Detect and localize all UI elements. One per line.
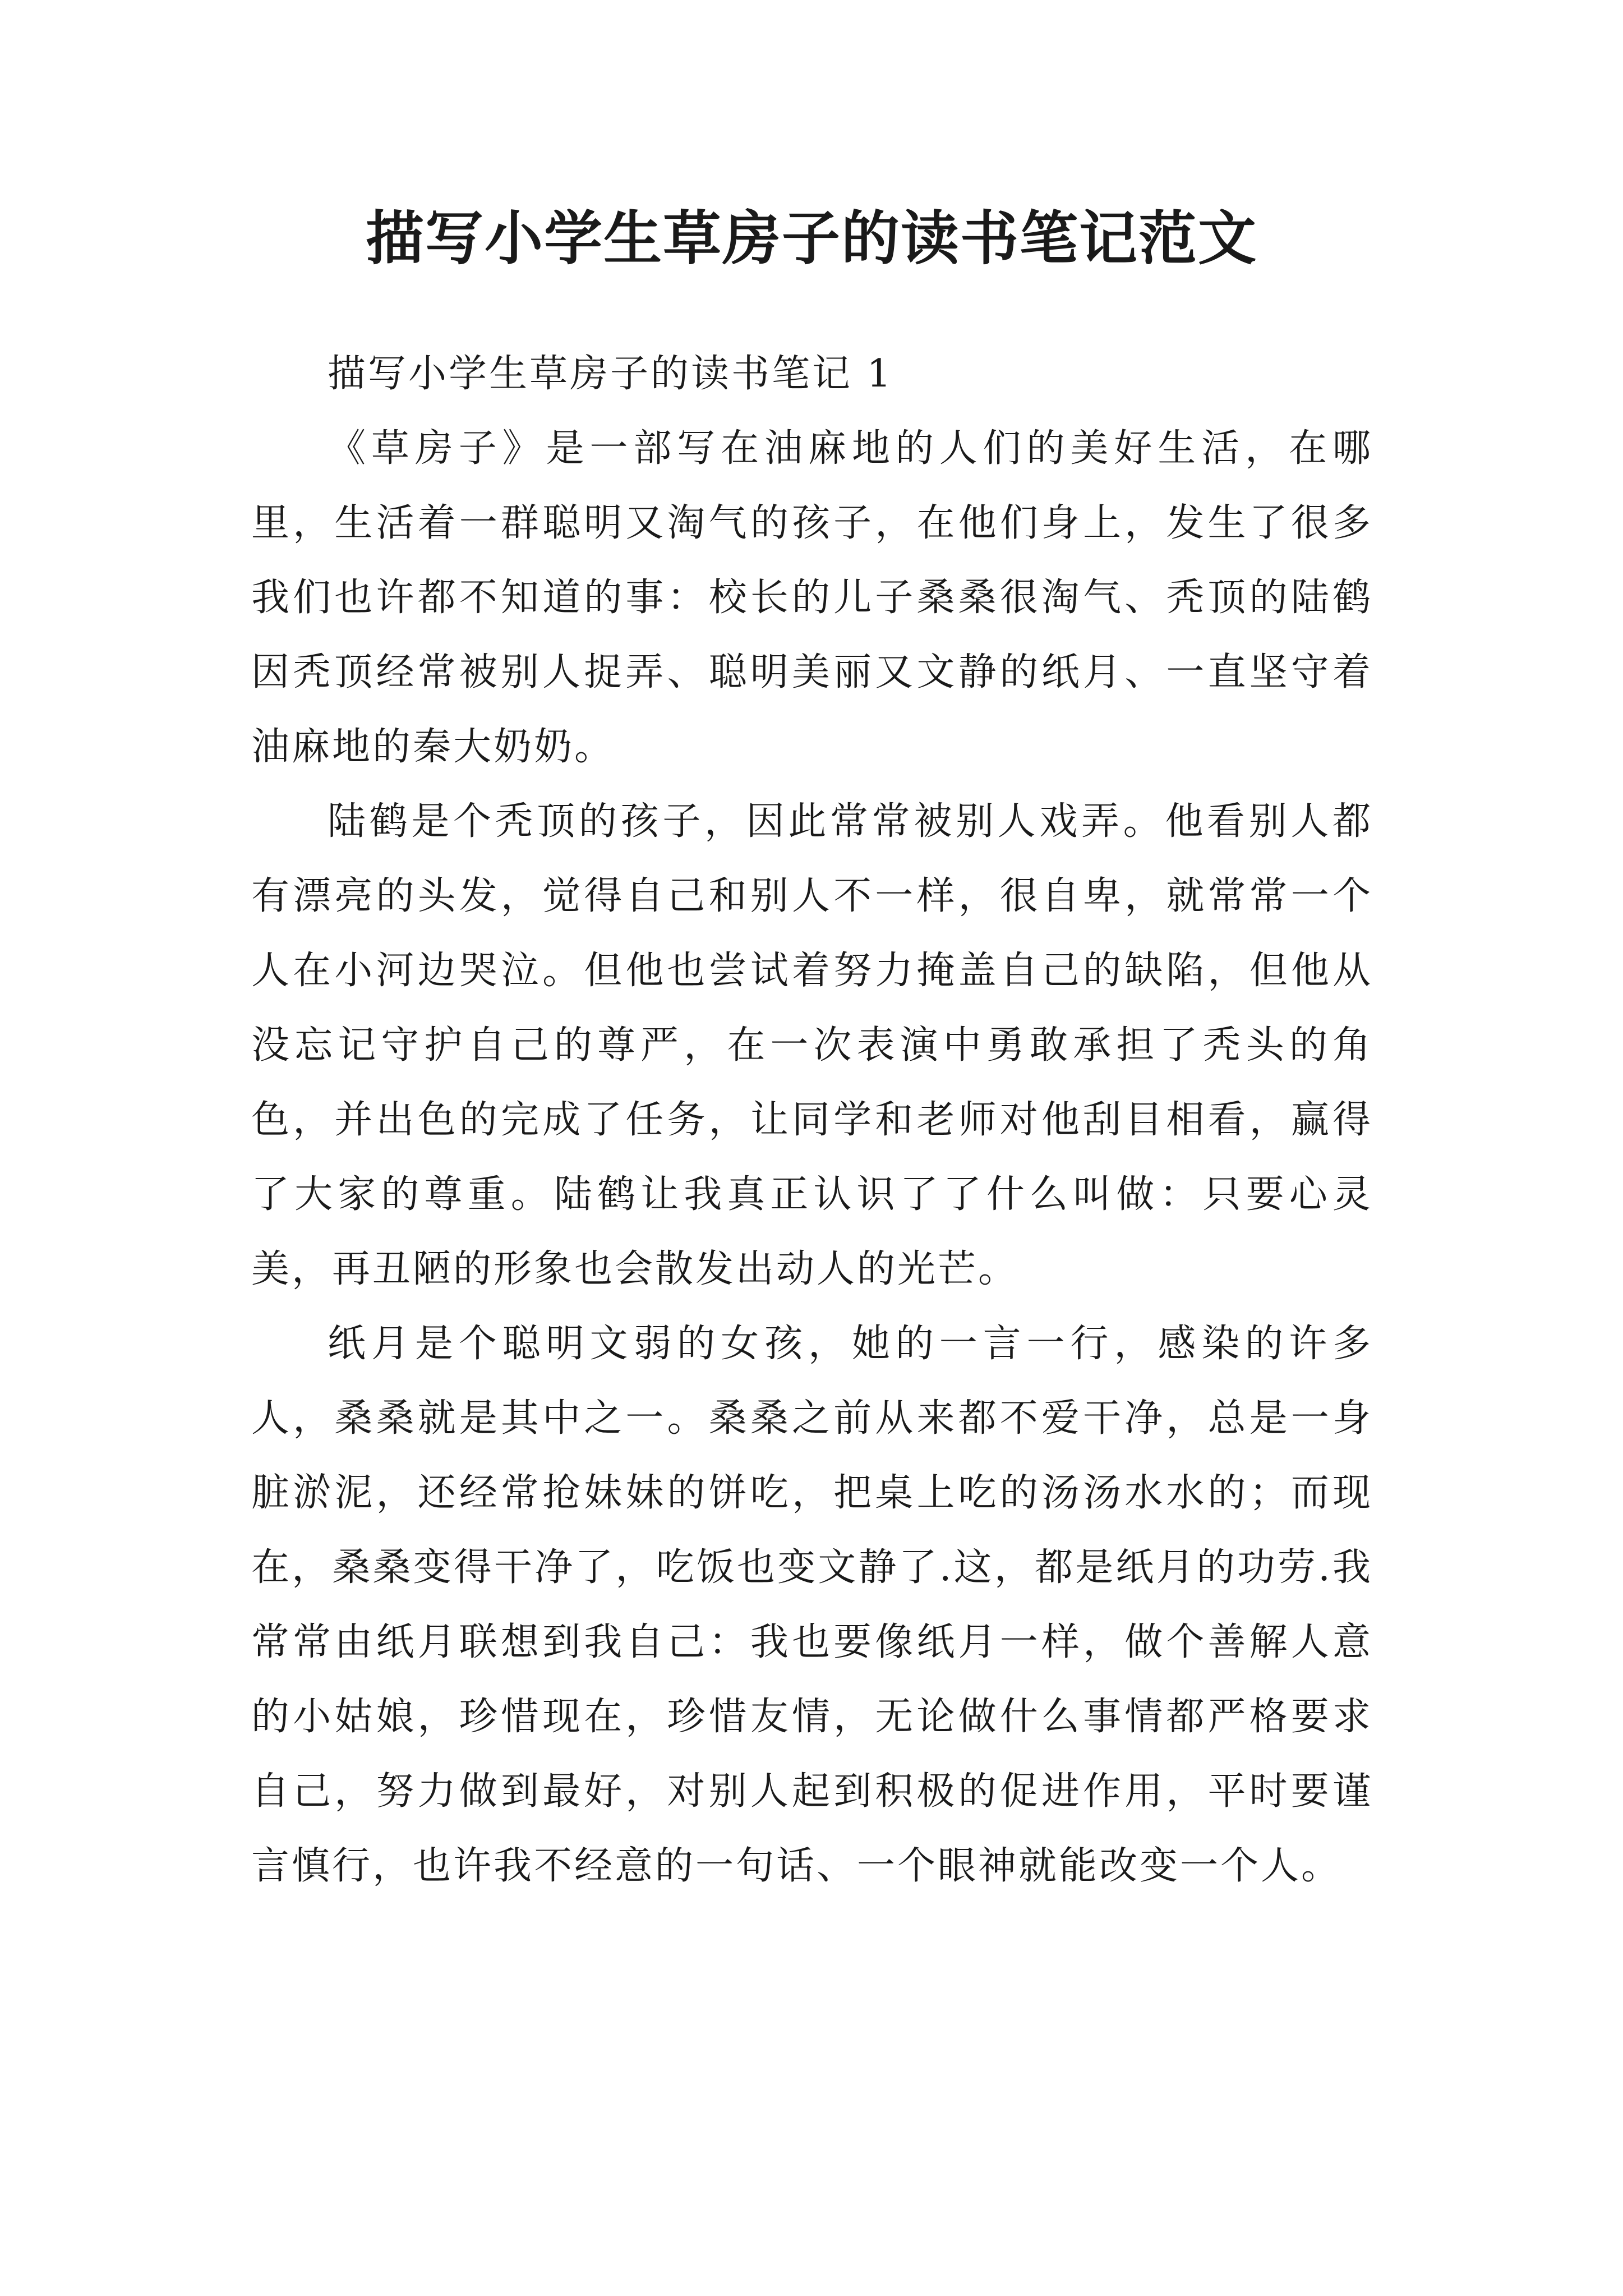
- section-heading: 描写小学生草房子的读书笔记 1: [328, 352, 893, 396]
- paragraph: 陆鹤是个秃顶的孩子，因此常常被别人戏弄。他看别人都有漂亮的头发，觉得自己和别人不一样，很自卑，就常常一个人在小河边哭泣。但他也尝试着努力掩盖自己的缺陷，但他从没忘记守护自己的尊严，在一次表演中勇敢承担了秃头的角色，并出色的完成了任务，让同学和老师对他刮目相看，赢得了大家的尊重。陆鹤让我真正认识了了什么叫做：只要心灵美，再丑陋的形象也会散发出动人的光芒。: [251, 799, 1373, 1291]
- document-body: [251, 337, 1373, 1903]
- paragraph: 《草房子》是一部写在油麻地的人们的美好生活，在哪里，生活着一群聪明又淘气的孩子，在他们身上，发生了很多我们也许都不知道的事：校长的儿子桑桑很淘气、秃顶的陆鹤因秃顶经常被别人捉弄、聪明美丽又文静的纸月、一直坚守着油麻地的秦大奶奶。: [251, 426, 1373, 769]
- document-title: 描写小学生草房子的读书笔记范文: [365, 204, 1257, 273]
- paragraph: 纸月是个聪明文弱的女孩，她的一言一行，感染的许多人，桑桑就是其中之一。桑桑之前从来都不爱干净，总是一身脏淤泥，还经常抢妹妹的饼吃，把桌上吃的汤汤水水的；而现在，桑桑变得干净了，吃饭也变文静了.这，都是纸月的功劳.我常常由纸月联想到我自己：我也要像纸月一样，做个善解人意的小姑娘，珍惜现在，珍惜友情，无论做什么事情都严格要求自己，努力做到最好，对别人起到积极的促进作用，平时要谨言慎行，也许我不经意的一句话、一个眼神就能改变一个人。: [251, 1322, 1373, 1888]
